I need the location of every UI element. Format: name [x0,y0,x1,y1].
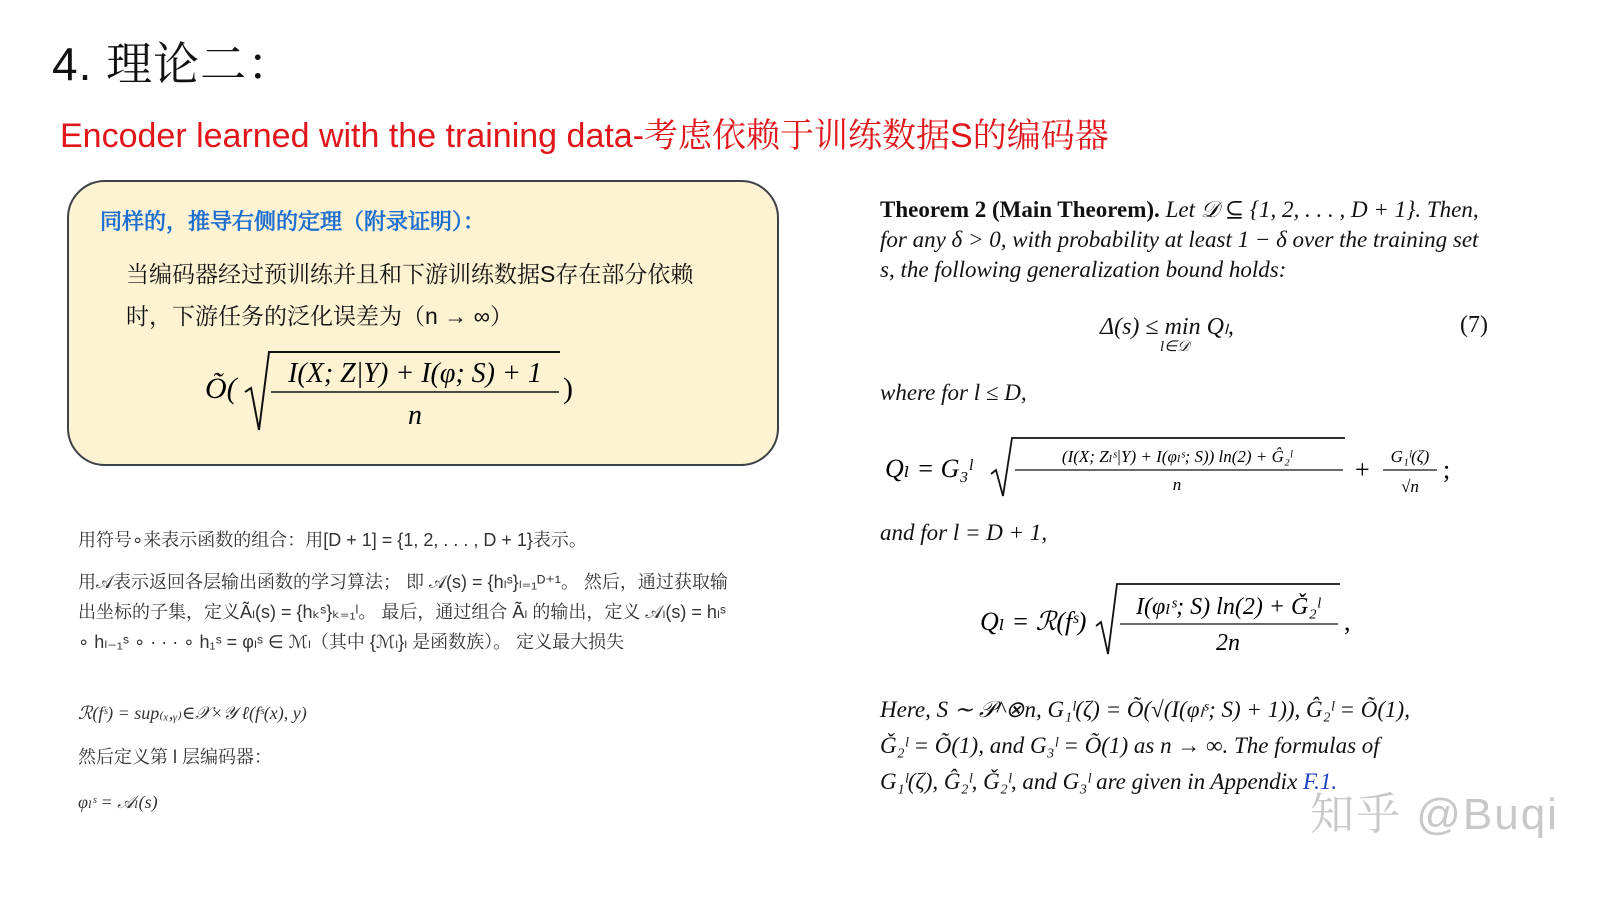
formula-suffix: ) [563,372,573,405]
watermark: 知乎 @Buqi [1310,790,1559,839]
here-line-1: Here, S ∼ 𝒫^⊗n, G₁ˡ(ζ) = Õ(√(I(φₗˢ; S) + 1)), Ĝ₂ˡ = Õ(1), [880,697,1410,722]
here-line-2: Ǧ₂ˡ = Õ(1), and G₃ˡ = Õ(1) as n → ∞. The formulas of [880,733,1380,758]
formula-numerator: I(X; Z|Y) + I(φ; S) + 1 [288,358,542,389]
ql1-end: ; [1443,455,1451,484]
ql2-end: , [1344,607,1351,636]
formula-prefix: Õ( [205,372,237,405]
eq7-subscript: l∈𝒟 [1160,339,1190,355]
box-text-line-1: 当编码器经过预训练并且和下游训练数据S存在部分依赖 [126,261,694,287]
slide-title: 4. 理论二： [52,38,295,90]
ql-formula-1 [885,432,1485,502]
note-algorithm: 用𝒜表示返回各层输出函数的学习算法； 即 𝒜(s) = {hₗˢ}ₗ₌₁ᴰ⁺¹。 然后，通过获取输出坐标的子集，定义Ãₗ(s) = {hₖˢ}ₖ₌₁ˡ。 最后，通过组合 Ãₗ 的输出，定义 𝒜ₗ(s) = hₗˢ ∘ hₗ₋₁ˢ ∘ · · · ∘ h₁ˢ = φₗˢ ∈ ℳₗ（其中 {ℳₗ}ₗ 是函数族）。 定义最大损失 [78,572,728,652]
box-heading: 同样的，推导右侧的定理（附录证明）： [100,209,486,234]
ql1-lhs: Qₗ = G₃ˡ [885,454,972,483]
ql1-numerator: (I(X; Zₗˢ|Y) + I(φₗˢ; S)) ln(2) + Ĝ₂ˡ [1061,447,1293,466]
ql1-plus: + [1355,455,1370,484]
equation-number: (7) [1460,312,1488,338]
ql2-denominator: 2n [1216,630,1240,656]
box-formula [205,340,605,440]
where-for-text: where for l ≤ D, [880,380,1027,405]
note-layer-encoder: 然后定义第 l 层编码器： [78,747,272,767]
ql-formula-2 [980,578,1400,658]
theorem-label: Theorem 2 [880,197,987,222]
note-phi-def: φₗˢ = 𝒜ₗ(s) [78,792,158,812]
ql1-frac2-denominator: √n [1401,477,1419,496]
here-line-3-text: G₁ˡ(ζ), Ĝ₂ˡ, Ǧ₂ˡ, and G₃ˡ are given in Appendix [880,769,1298,794]
equation-7 [1100,312,1234,356]
note-max-loss: ℛ(fˢ) = sup₍ₓ,ᵧ₎∈𝒳×𝒴 ℓ(fˢ(x), y) [78,703,307,723]
slide-subtitle: Encoder learned with the training data-考虑依赖于训练数据S的编码器 [60,117,1109,155]
formula-denominator: n [408,400,422,431]
ql1-denominator: n [1172,475,1182,494]
box-text-line-2: 时，下游任务的泛化误差为（n → ∞） [126,303,513,329]
theorem-name: (Main Theorem). [992,197,1160,222]
theorem-statement [880,195,1490,285]
note-composition: 用符号∘来表示函数的组合：用[D + 1] = {1, 2, . . . , D + 1}表示。 [78,530,587,550]
ql2-lhs: Qₗ = ℛ(fˢ) [980,607,1087,636]
ql2-numerator: I(φₗˢ; S) ln(2) + Ǧ₂ˡ [1136,594,1320,620]
eq7-body: Δ(s) ≤ min Qₗ, [1100,314,1234,340]
appendix-link[interactable]: F.1. [1303,769,1338,794]
ql1-frac2-numerator: G₁ˡ(ζ) [1390,447,1430,466]
theorem-text: Let 𝒟 ⊆ {1, 2, . . . , D + 1}. Then, for any δ > 0, with probability at least 1 − δ over the training set s, the following generalization bound holds: [880,197,1479,282]
and-for-text: and for l = D + 1, [880,520,1048,545]
